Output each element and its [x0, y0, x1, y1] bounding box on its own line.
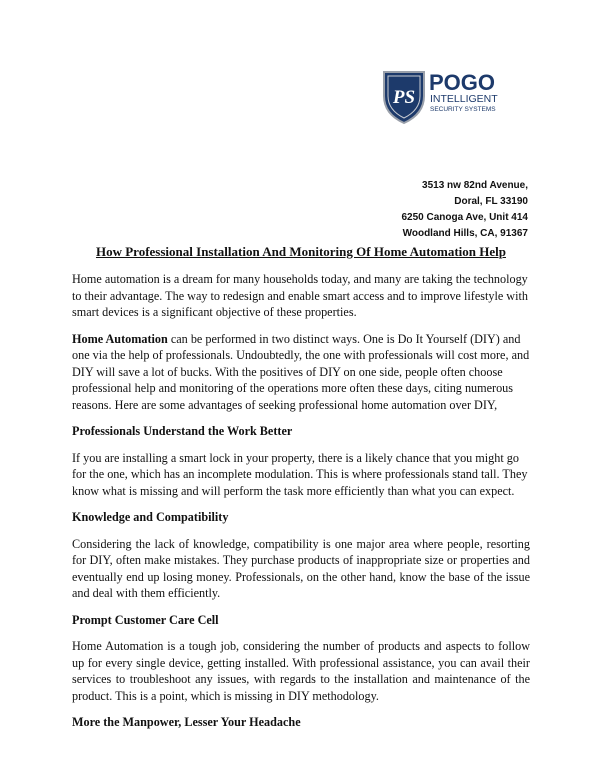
address-line: 6250 Canoga Ave, Unit 414 — [401, 212, 528, 223]
address-block — [401, 178, 528, 242]
intro-paragraph: Home automation is a dream for many households today, and many are taking the technology to their advantage. The way to redesign and enable smart access and to improve lifestyle with smart devices is a significant objective of these properties. — [72, 272, 528, 319]
address-line: 3513 nw 82nd Avenue, — [422, 180, 528, 191]
home-automation-paragraph — [72, 331, 530, 414]
section-heading: More the Manpower, Lesser Your Headache — [72, 715, 301, 729]
logo-line-2: INTELLIGENT — [430, 93, 498, 105]
section-heading: Prompt Customer Care Cell — [72, 612, 219, 627]
address-line: Doral, FL 33190 — [454, 196, 528, 207]
company-logo — [380, 66, 530, 126]
home-automation-text: can be performed in two distinct ways. One is Do It Yourself (DIY) and one via the help of professionals. Undoubtedly, the one with professionals will cost more, and DIY will save a lot of bucks. With the positives of DIY on one side, people often choose professional help and monitoring of the operations more often these days, citing numerous reasons. Here are some advantages of seeking professional home automation over DIY, — [72, 331, 530, 412]
article-title: How Professional Installation And Monitoring Of Home Automation Help — [95, 244, 506, 259]
article-body — [72, 243, 530, 741]
logo-brand: POGO — [429, 70, 496, 95]
section-heading: Knowledge and Compatibility — [72, 510, 229, 524]
section-paragraph: If you are installing a smart lock in your property, there is a likely chance that you might go for the one, which has an incomplete modulation. This is where professionals stand tall. They know what is missing and will perform the task more efficiently than what you can expect. — [72, 450, 528, 498]
home-automation-lead: Home Automation — [72, 331, 168, 346]
section-paragraph: Considering the lack of knowledge, compatibility is one major area where people, resorting for DIY, often make mistakes. They purchase products of inappropriate size or properties and eventually end up losing money. Professionals, on the other hand, know the base of the issue and deal with them efficiently. — [72, 536, 530, 600]
logo-line-3: SECURITY SYSTEMS — [430, 106, 496, 113]
section-paragraph: Home Automation is a tough job, considering the number of products and aspects to follow up for every single device, getting installed. With professional assistance, you can avail their services to troubleshoot any issues, with regards to the installation and maintenance of the product. This is a point, which is missing in DIY methodology. — [72, 639, 530, 703]
logo-monogram: PS — [392, 87, 416, 108]
section-heading: Professionals Understand the Work Better — [72, 424, 293, 438]
address-line: Woodland Hills, CA, 91367 — [402, 228, 528, 239]
